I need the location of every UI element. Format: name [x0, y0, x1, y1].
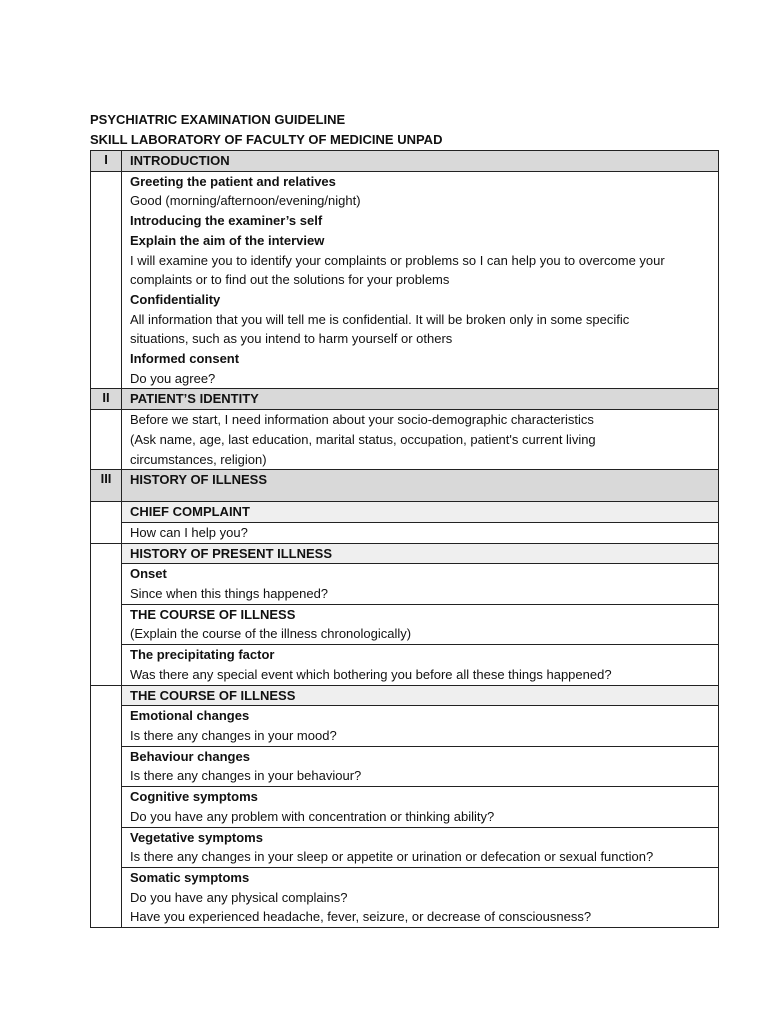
identity-text-1: Before we start, I need information about your socio-demographic characteristics [130, 412, 594, 428]
item-precipitating: The precipitating factor [130, 647, 275, 663]
subsection-chief-complaint [91, 502, 719, 523]
item-somatic-question-2: Have you experienced headache, fever, seizure, or decrease of consciousness? [130, 909, 592, 925]
item-somatic: Somatic symptoms [130, 869, 250, 885]
section-header-identity [91, 389, 719, 410]
item-aim: Explain the aim of the interview [130, 232, 325, 248]
document-title: PSYCHIATRIC EXAMINATION GUIDELINE [90, 112, 346, 127]
item-confidentiality-text-1: All information that you will tell me is confidential. It will be broken only in some specific [130, 311, 630, 327]
item-greeting-text: Good (morning/afternoon/evening/night) [130, 193, 361, 209]
section-heading: PATIENT’S IDENTITY [122, 389, 719, 410]
item-precipitating-question: Was there any special event which bothering you before all these things happened? [130, 666, 612, 682]
document-subtitle: SKILL LABORATORY OF FACULTY OF MEDICINE UNPAD [90, 132, 443, 147]
document-page [90, 110, 720, 928]
section-body-identity [91, 410, 719, 470]
subsection-heading: THE COURSE OF ILLNESS [122, 685, 719, 706]
item-confidentiality-text-2: situations, such as you intend to harm yourself or others [130, 331, 453, 347]
section-number: II [91, 389, 122, 410]
chief-complaint-question: How can I help you? [122, 522, 719, 543]
section-number: III [91, 470, 122, 502]
item-behaviour-question: Is there any changes in your behaviour? [130, 768, 362, 784]
item-emotional: Emotional changes [130, 708, 250, 724]
item-aim-text-1: I will examine you to identify your complaints or problems so I can help you to overcome your [130, 252, 665, 268]
section-heading: HISTORY OF ILLNESS [122, 470, 719, 502]
item-informed-consent-text: Do you agree? [130, 370, 216, 386]
item-course-question: (Explain the course of the illness chronologically) [130, 626, 412, 642]
item-cognitive: Cognitive symptoms [130, 789, 258, 805]
item-somatic-question-1: Do you have any physical complains? [130, 889, 348, 905]
section-heading: INTRODUCTION [122, 151, 719, 172]
item-onset-question: Since when this things happened? [130, 586, 329, 602]
item-greeting: Greeting the patient and relatives [130, 173, 336, 189]
item-behaviour: Behaviour changes [130, 748, 250, 764]
item-vegetative-question: Is there any changes in your sleep or appetite or urination or defecation or sexual function? [130, 849, 654, 865]
item-confidentiality: Confidentiality [130, 291, 221, 307]
subsection-course-of-illness [91, 685, 719, 706]
section-header-introduction [91, 151, 719, 172]
section-number: I [91, 151, 122, 172]
item-vegetative: Vegetative symptoms [130, 829, 263, 845]
subsection-heading: HISTORY OF PRESENT ILLNESS [122, 543, 719, 564]
identity-text-3: circumstances, religion) [130, 451, 267, 467]
identity-text-2: (Ask name, age, last education, marital status, occupation, patient's current living [130, 431, 596, 447]
section-header-history [91, 470, 719, 502]
section-body-introduction [91, 171, 719, 389]
item-course: THE COURSE OF ILLNESS [130, 606, 296, 622]
subsection-heading: CHIEF COMPLAINT [122, 502, 719, 523]
item-informed-consent: Informed consent [130, 351, 240, 367]
item-emotional-question: Is there any changes in your mood? [130, 727, 337, 743]
subsection-present-illness [91, 543, 719, 564]
item-cognitive-question: Do you have any problem with concentration or thinking ability? [130, 808, 495, 824]
item-onset: Onset [130, 566, 167, 582]
item-introducing: Introducing the examiner’s self [130, 213, 323, 229]
item-aim-text-2: complaints or to find out the solutions for your problems [130, 272, 450, 288]
guideline-table [90, 150, 719, 928]
